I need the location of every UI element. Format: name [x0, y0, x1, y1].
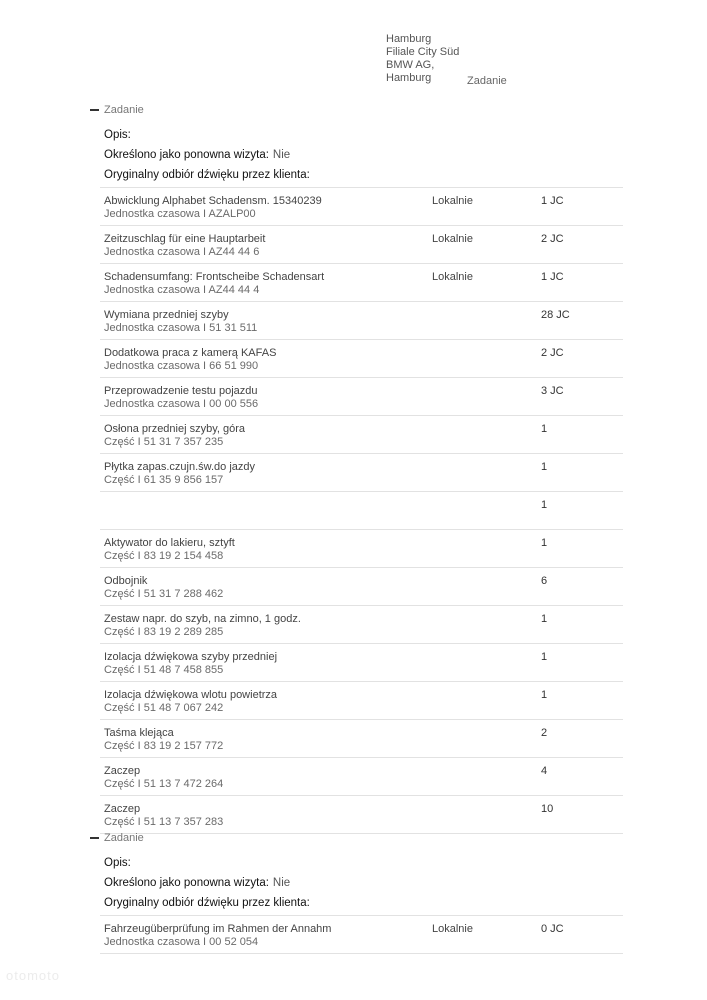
item-code: Jednostka czasowa I AZALP00 [104, 208, 256, 220]
items-list-2 [100, 916, 623, 954]
item-quantity: 1 [541, 689, 548, 701]
dealer-address [386, 33, 459, 85]
section-title: Zadanie [104, 104, 144, 116]
collapse-icon[interactable] [90, 109, 99, 111]
item-quantity: 1 [541, 499, 548, 511]
revisit-label: Określono jako ponowna wizyta: [104, 877, 269, 889]
item-desc [104, 423, 245, 449]
item-quantity: 10 [541, 803, 554, 815]
item-code: Część I 51 48 7 067 242 [104, 702, 224, 714]
item-desc [104, 271, 324, 297]
item-name: Osłona przedniej szyby, góra [104, 423, 246, 435]
item-desc [104, 765, 223, 791]
list-item [100, 188, 623, 226]
revisit-value: Nie [272, 149, 291, 161]
collapse-icon[interactable] [90, 837, 99, 839]
item-desc [104, 385, 258, 411]
list-item [100, 340, 623, 378]
list-item [100, 606, 623, 644]
item-name: Izolacja dźwiękowa wlotu powietrza [104, 689, 278, 701]
item-code: Jednostka czasowa I 00 52 054 [104, 936, 259, 948]
customer-voice-label: Oryginalny odbiór dźwięku przez klienta: [104, 897, 310, 909]
item-desc [104, 689, 277, 715]
item-code: Część I 51 13 7 357 283 [104, 816, 224, 828]
item-code: Część I 83 19 2 289 285 [104, 626, 224, 638]
revisit-value: Nie [272, 877, 291, 889]
item-name: Odbojnik [104, 575, 148, 587]
item-type: Lokalnie [432, 195, 473, 207]
item-quantity: 2 JC [541, 233, 564, 245]
item-desc [104, 803, 223, 829]
desc-label: Opis: [104, 129, 131, 141]
item-quantity: 1 JC [541, 271, 564, 283]
revisit-label: Określono jako ponowna wizyta: [104, 149, 269, 161]
item-code: Część I 83 19 2 157 772 [104, 740, 224, 752]
item-desc [104, 575, 223, 601]
revisit-line [104, 877, 290, 889]
item-code: Część I 51 48 7 458 855 [104, 664, 224, 676]
item-name: Zestaw napr. do szyb, na zimno, 1 godz. [104, 613, 301, 625]
item-quantity: 1 [541, 651, 548, 663]
item-code: Jednostka czasowa I 66 51 990 [104, 360, 259, 372]
item-quantity: 1 [541, 613, 548, 625]
item-quantity: 0 JC [541, 923, 564, 935]
item-quantity: 1 [541, 461, 548, 473]
header-tag: Zadanie [467, 75, 507, 87]
item-desc [104, 537, 235, 563]
item-quantity: 1 [541, 423, 548, 435]
list-item [100, 416, 623, 454]
item-type: Lokalnie [432, 923, 473, 935]
section-toggle-1[interactable] [90, 104, 144, 116]
item-name: Schadensumfang: Frontscheibe Schadensart [104, 271, 325, 283]
item-quantity: 2 JC [541, 347, 564, 359]
list-item [100, 644, 623, 682]
items-list-1 [100, 188, 623, 834]
item-name: Taśma klejąca [104, 727, 174, 739]
item-quantity: 1 [541, 537, 548, 549]
list-item [100, 720, 623, 758]
item-code: Część I 83 19 2 154 458 [104, 550, 224, 562]
desc-label: Opis: [104, 857, 131, 869]
item-name: Fahrzeugüberprüfung im Rahmen der Annahm [104, 923, 332, 935]
item-desc [104, 195, 322, 221]
item-type: Lokalnie [432, 271, 473, 283]
item-code: Część I 61 35 9 856 157 [104, 474, 224, 486]
list-item [100, 916, 623, 954]
item-code: Część I 51 13 7 472 264 [104, 778, 224, 790]
item-name: Zaczep [104, 765, 141, 777]
customer-voice-label: Oryginalny odbiór dźwięku przez klienta: [104, 169, 310, 181]
section-title: Zadanie [104, 832, 144, 844]
list-item [100, 796, 623, 834]
item-desc [104, 461, 255, 487]
item-name: Zaczep [104, 803, 141, 815]
item-code: Jednostka czasowa I AZ44 44 4 [104, 284, 260, 296]
list-item [100, 264, 623, 302]
item-quantity: 1 JC [541, 195, 564, 207]
item-desc [104, 727, 223, 753]
item-desc [104, 651, 277, 677]
item-quantity: 6 [541, 575, 548, 587]
list-item [100, 682, 623, 720]
item-quantity: 4 [541, 765, 548, 777]
revisit-line [104, 149, 290, 161]
item-name: Płytka zapas.czujn.św.do jazdy [104, 461, 256, 473]
item-name: Izolacja dźwiękowa szyby przedniej [104, 651, 278, 663]
list-item [100, 530, 623, 568]
item-name: Wymiana przedniej szyby [104, 309, 229, 321]
address-line: Hamburg [386, 72, 432, 84]
item-desc [104, 309, 257, 335]
address-line: Filiale City Süd [386, 46, 460, 58]
address-line: BMW AG, [386, 59, 435, 71]
item-code: Jednostka czasowa I AZ44 44 6 [104, 246, 260, 258]
item-code: Część I 51 31 7 357 235 [104, 436, 224, 448]
item-code: Jednostka czasowa I 00 00 556 [104, 398, 259, 410]
item-name: Przeprowadzenie testu pojazdu [104, 385, 258, 397]
item-name: Aktywator do lakieru, sztyft [104, 537, 235, 549]
item-desc [104, 613, 301, 639]
item-type: Lokalnie [432, 233, 473, 245]
list-item [100, 492, 623, 530]
item-code: Jednostka czasowa I 51 31 511 [104, 322, 258, 334]
address-line: Hamburg [386, 33, 432, 45]
item-desc [104, 923, 331, 949]
list-item [100, 226, 623, 264]
list-item [100, 568, 623, 606]
item-quantity: 28 JC [541, 309, 570, 321]
watermark: otomoto [6, 968, 60, 983]
item-quantity: 3 JC [541, 385, 564, 397]
list-item [100, 378, 623, 416]
list-item [100, 758, 623, 796]
item-name: Dodatkowa praca z kamerą KAFAS [104, 347, 277, 359]
list-item [100, 454, 623, 492]
item-desc [104, 233, 265, 259]
item-quantity: 2 [541, 727, 548, 739]
item-name: Abwicklung Alphabet Schadensm. 15340239 [104, 195, 322, 207]
list-item [100, 302, 623, 340]
item-desc [104, 347, 276, 373]
section-toggle-2[interactable] [90, 832, 144, 844]
item-name: Zeitzuschlag für eine Hauptarbeit [104, 233, 266, 245]
item-code: Część I 51 31 7 288 462 [104, 588, 224, 600]
